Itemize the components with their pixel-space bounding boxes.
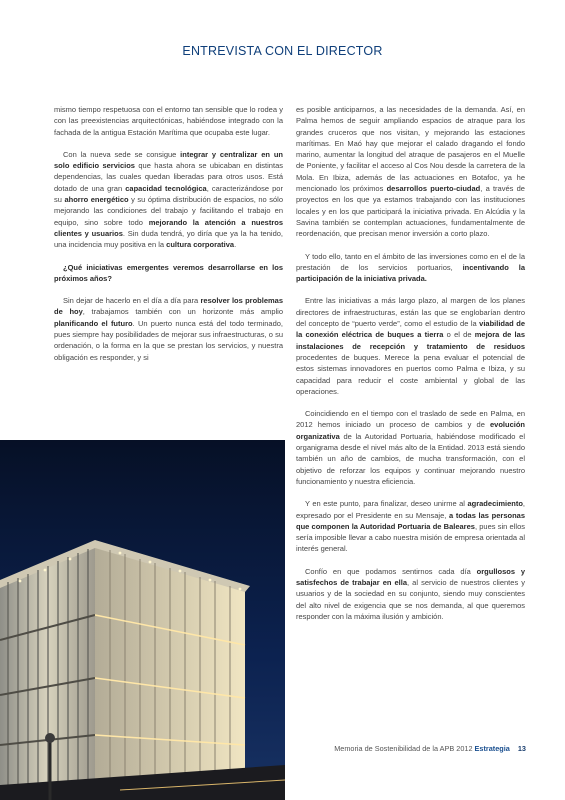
bold-text: incentivando la participación de la iniciativa privada.	[296, 262, 525, 284]
text-run: . Un puerto nunca está del todo terminado, pues siempre hay posibilidades de mejorar sus infraestructuras, o su ordenación, o la forma en la que se prestan los servicios, y nuestra obligación es responder, y si	[54, 318, 283, 362]
page-title: ENTREVISTA CON EL DIRECTOR	[182, 44, 383, 58]
text-run: Entre las iniciativas a más largo plazo, al margen de los planes directores de infraestructuras, están las que se englobarían dentro del concepto de “puerto verde”, como el estudio de la	[296, 296, 525, 329]
bold-text: cultura corporativa	[166, 240, 235, 250]
text-run: de la Autoridad Portuaria, habiéndose modificado el organigrama desde el nivel más alto de la Entidad. 2013 está siendo también un año de cambios, de mucha transformación, con el objetivo de reforzar los equipos y continuar mejorando nuestro funcionamiento y nuestra eficiencia.	[296, 431, 525, 486]
bold-text: mejorando la atención a nuestros clientes y usuarios	[54, 217, 283, 238]
text-run: Sin dejar de hacerlo en el día a día para	[63, 296, 201, 306]
text-run: Y en este punto, para finalizar, deseo unirme al	[305, 499, 468, 509]
paragraph	[296, 498, 525, 554]
text-run: , a través de proyectos en los que ya estamos trabajando con las instituciones locales y en los que participará la iniciativa privada. En Alcúdia y la Savina también se contemplan actuaciones, fundamentalmente de reordenación, que precisan menor inversión a corto plazo.	[296, 184, 525, 239]
bold-text: evolución organizativa	[296, 420, 525, 441]
paragraph	[296, 295, 525, 397]
text-run: .	[234, 240, 237, 250]
text-run: , caracterizándose por su	[54, 183, 283, 205]
text-run: que hasta ahora se ubicaban en distintas dependencias, las cuales quedan liberadas para otros usos. Está dotado de una gran	[54, 161, 283, 193]
text-run: Coincidiendo en el tiempo con el traslado de sede en Palma, en 2012 hemos iniciado un proceso de cambios y de	[296, 409, 525, 430]
bold-text: desarrollos puerto-ciudad	[386, 184, 481, 194]
text-run: mismo tiempo respetuosa con el entorno tan sensible que lo rodea y con las preexistencias arquitectónicas, habiéndose integrado con la fachada de la antigua Estación Marítima que ocupaba este lugar.	[54, 105, 283, 137]
bold-text: mejora de las instalaciones de recepción y tratamiento de residuos	[296, 330, 525, 351]
text-run: Con la nueva sede se consigue	[63, 149, 181, 159]
text-run: procedentes de buques. Merece la pena evaluar el potencial de estos sistemas innovadores en puertos como Palma e Ibiza, y su capacidad para reducir el coste ambiental y global de las operaciones.	[296, 352, 525, 396]
left-text-column	[54, 104, 283, 374]
text-run: o el de	[443, 330, 475, 340]
bold-text: ahorro energético	[64, 195, 129, 205]
bold-text: agradecimiento	[467, 499, 523, 509]
page-number: 13	[517, 744, 526, 753]
paragraph	[296, 566, 525, 622]
paragraph	[296, 104, 525, 240]
bold-text: integrar y centralizar en un solo edificio servicios	[54, 149, 283, 171]
text-run: es posible anticiparnos, a las necesidades de la demanda. Así, en Palma hemos de seguir ampliando espacios de atraque para los grandes cruceros que nos visitan, y mejorando las estaciones marítimas. En Maó hay que mejorar el calado dragando el fondo marino, aumentar la longitud del atraque de pasajeros en el Muelle de Poniente, y facilitar el acceso al Cos Nou desde la carretera de la Mola. En Ibiza, además de las actuaciones en Botafoc, ya he mencionado los próximos	[296, 105, 525, 194]
text-run: Confío en que podamos sentirnos cada día	[305, 566, 477, 576]
section-name: Estrategia	[474, 744, 510, 753]
text-run: y su óptima distribución de espacios, no sólo mejorando las condiciones del trabajo y facilitando el trabajo en equipo, sino sobre todo	[54, 195, 283, 227]
paragraph	[296, 408, 525, 487]
text-run: , trabajamos también con un horizonte más amplio	[82, 307, 283, 317]
paragraph	[54, 295, 283, 363]
right-text-column	[296, 104, 525, 633]
text-run: , pues sin ellos sería imposible llevar a cabo nuestra misión de empresa orientada al interés general.	[296, 521, 525, 554]
page-footer	[300, 744, 526, 753]
paragraph	[54, 149, 283, 251]
bold-text: resolver los problemas de hoy	[54, 296, 283, 317]
night-building-photo-icon	[0, 440, 285, 800]
text-run: , al servicio de nuestros clientes y usuarios y de la sociedad en su conjunto, siendo muy conscientes del alto nivel de exigencia que se nos demanda, al que queremos responder con la máxima ilusión y ambición.	[296, 577, 525, 621]
bold-text: a todas las personas que componen la Autoridad Portuaria de Baleares	[296, 510, 525, 531]
bold-text: planificando el futuro	[54, 318, 133, 328]
bold-text: orgullosos y satisfechos de trabajar en ella	[296, 566, 525, 587]
text-run: , expresado por el Presidente en su Mensaje,	[296, 499, 525, 520]
bold-text: capacidad tecnológica	[125, 183, 207, 193]
publication-name: Memoria de Sostenibilidad de la APB 2012	[334, 744, 473, 753]
bold-text: viabilidad de la conexión eléctrica de buques a tierra	[296, 319, 525, 340]
paragraph	[54, 262, 283, 285]
bold-text: ¿Qué iniciativas emergentes veremos desarrollarse en los próximos años?	[54, 262, 283, 283]
paragraph	[296, 251, 525, 285]
text-run: . Sin duda tendrá, yo diría que ya la ha tenido, una incidencia muy positiva en la	[54, 228, 283, 250]
building-photo	[0, 440, 285, 800]
paragraph	[54, 104, 283, 138]
text-run: Y todo ello, tanto en el ámbito de las inversiones como en el de la prestación de los servicios portuarios,	[296, 251, 525, 272]
